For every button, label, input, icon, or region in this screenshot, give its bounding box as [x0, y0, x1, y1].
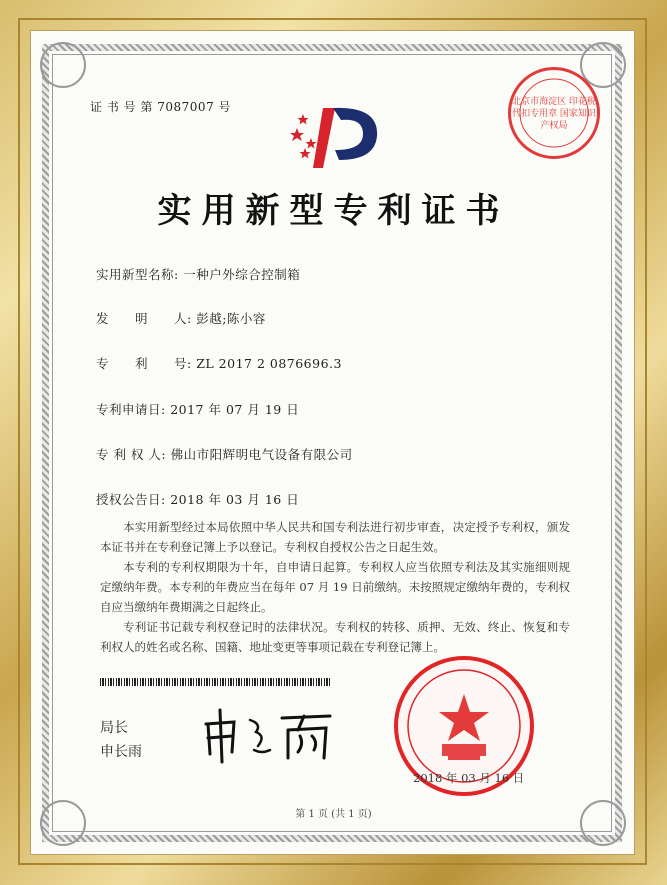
body-paragraph: 本实用新型经过本局依照中华人民共和国专利法进行初步审查，决定授予专利权，颁发本证书并在专利登记簿上予以登记。专利权自授权公告之日起生效。 — [100, 520, 570, 554]
stamp-date: 2018 年 03 月 16 日 — [413, 771, 525, 785]
director-name: 申长雨 — [100, 744, 142, 760]
body-paragraph: 专利证书记载专利权登记时的法律状况。专利权的转移、质押、无效、终止、恢复和专利权人的姓名或名称、国籍、地址变更等事项记载在专利登记簿上。 — [100, 620, 570, 654]
certificate-title: 实用新型专利证书 — [157, 191, 510, 231]
tax-stamp-text: 北京市海淀区 印花税 代扣专用章 国家知识产权局 — [512, 97, 596, 131]
field-value: 佛山市阳辉明电气设备有限公司 — [170, 447, 353, 462]
field-label: 专利申请日: — [96, 402, 166, 417]
field-grant-date — [96, 490, 299, 508]
body-paragraph: 本专利的专利权期限为十年，自申请日起算。专利权人应当依照专利法及其实施细则规定缴纳年费。本专利的年费应当在每年 07 月 19 日前缴纳。未按照规定缴纳年费的，专利权自应当缴纳年费期满之日起终止。 — [100, 560, 570, 614]
field-value: 一种户外综合控制箱 — [183, 267, 301, 282]
field-value: 彭越;陈小容 — [196, 311, 266, 326]
field-utility-model-name — [96, 265, 300, 283]
patent-office-logo-icon — [283, 102, 383, 174]
field-value: ZL 2017 2 0876696.3 — [196, 356, 342, 371]
page-number: 第 1 页 (共 1 页) — [295, 809, 372, 820]
director-title: 局长 — [100, 720, 128, 736]
director-signature — [200, 706, 340, 764]
tax-stamp — [508, 67, 600, 159]
field-application-date — [96, 400, 299, 418]
field-value: 2017 年 07 月 19 日 — [170, 402, 300, 417]
field-label: 实用新型名称: — [96, 267, 179, 282]
corner-ornament — [40, 42, 86, 88]
barcode — [100, 678, 332, 686]
field-inventor — [96, 309, 266, 327]
field-label: 专 利 号: — [96, 356, 192, 371]
field-label: 授权公告日: — [96, 492, 166, 507]
certificate-body — [100, 517, 570, 657]
field-patentee — [96, 445, 353, 463]
field-patent-number — [96, 354, 342, 372]
field-label: 发 明 人: — [96, 311, 192, 326]
certificate-number: 证 书 号 第 7087007 号 — [90, 100, 232, 114]
field-value: 2018 年 03 月 16 日 — [170, 492, 300, 507]
field-label: 专 利 权 人: — [96, 447, 167, 462]
